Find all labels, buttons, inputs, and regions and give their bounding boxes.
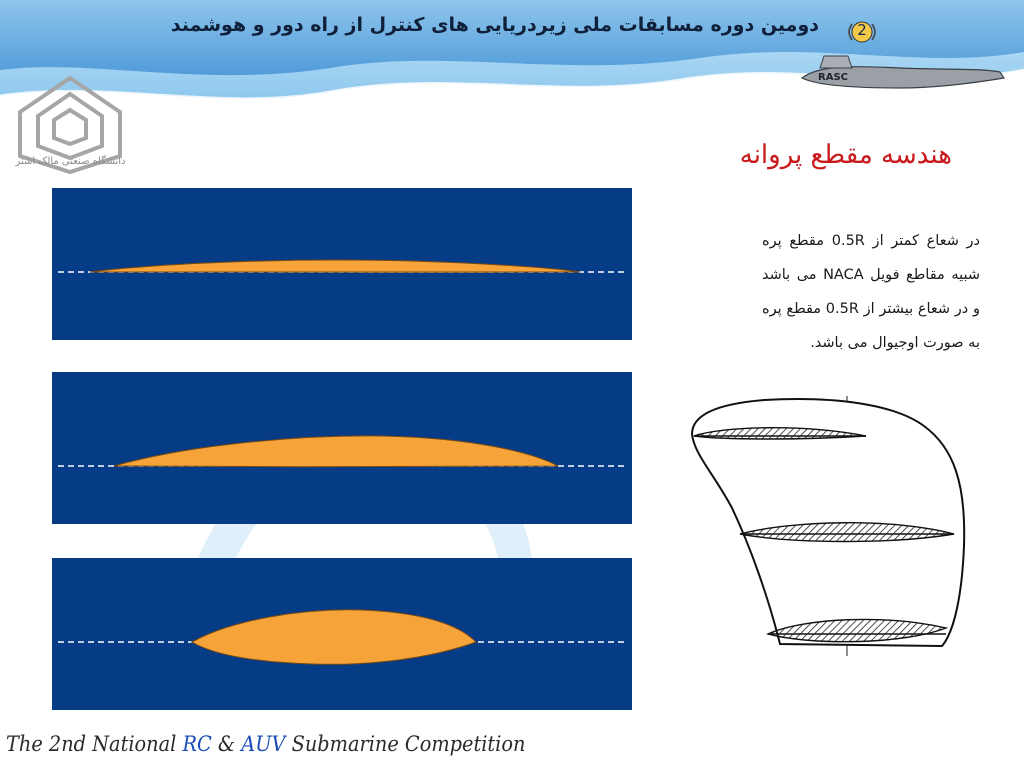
propeller-blade-diagram — [684, 396, 984, 656]
footer-rc: RC — [182, 732, 212, 756]
banner-title: دومین دوره مسابقات ملی زیردریایی های کنترل از راه دور و هوشمند — [170, 14, 819, 36]
foil-panel-1 — [52, 188, 632, 340]
footer-auv: AUV — [241, 732, 286, 756]
naca-section-medium — [114, 436, 558, 467]
footer-suffix: Submarine Competition — [285, 732, 526, 756]
slide-title: هندسه مقطع پروانه — [739, 140, 952, 170]
foil-panel-2 — [52, 372, 632, 524]
naca-section-thin — [90, 260, 580, 273]
body-text: در شعاع کمتر از 0.5R مقطع پره شبیه مقاطع فویل NACA می باشد و در شعاع بیشتر از 0.5R مقطع پره به صورت اوجیوال می باشد. — [762, 233, 980, 351]
ogival-section — [192, 610, 476, 665]
logo-caption: دانشگاه صنعتی مالک اشتر — [15, 156, 126, 167]
foil-panel-3 — [52, 558, 632, 710]
page-number: 2 — [857, 21, 867, 39]
submarine-icon — [790, 50, 1010, 96]
badge-text: RASC — [818, 72, 848, 83]
footer-amp: & — [211, 732, 242, 756]
footer-prefix: The 2nd National — [6, 732, 183, 756]
footer-title — [6, 732, 525, 756]
